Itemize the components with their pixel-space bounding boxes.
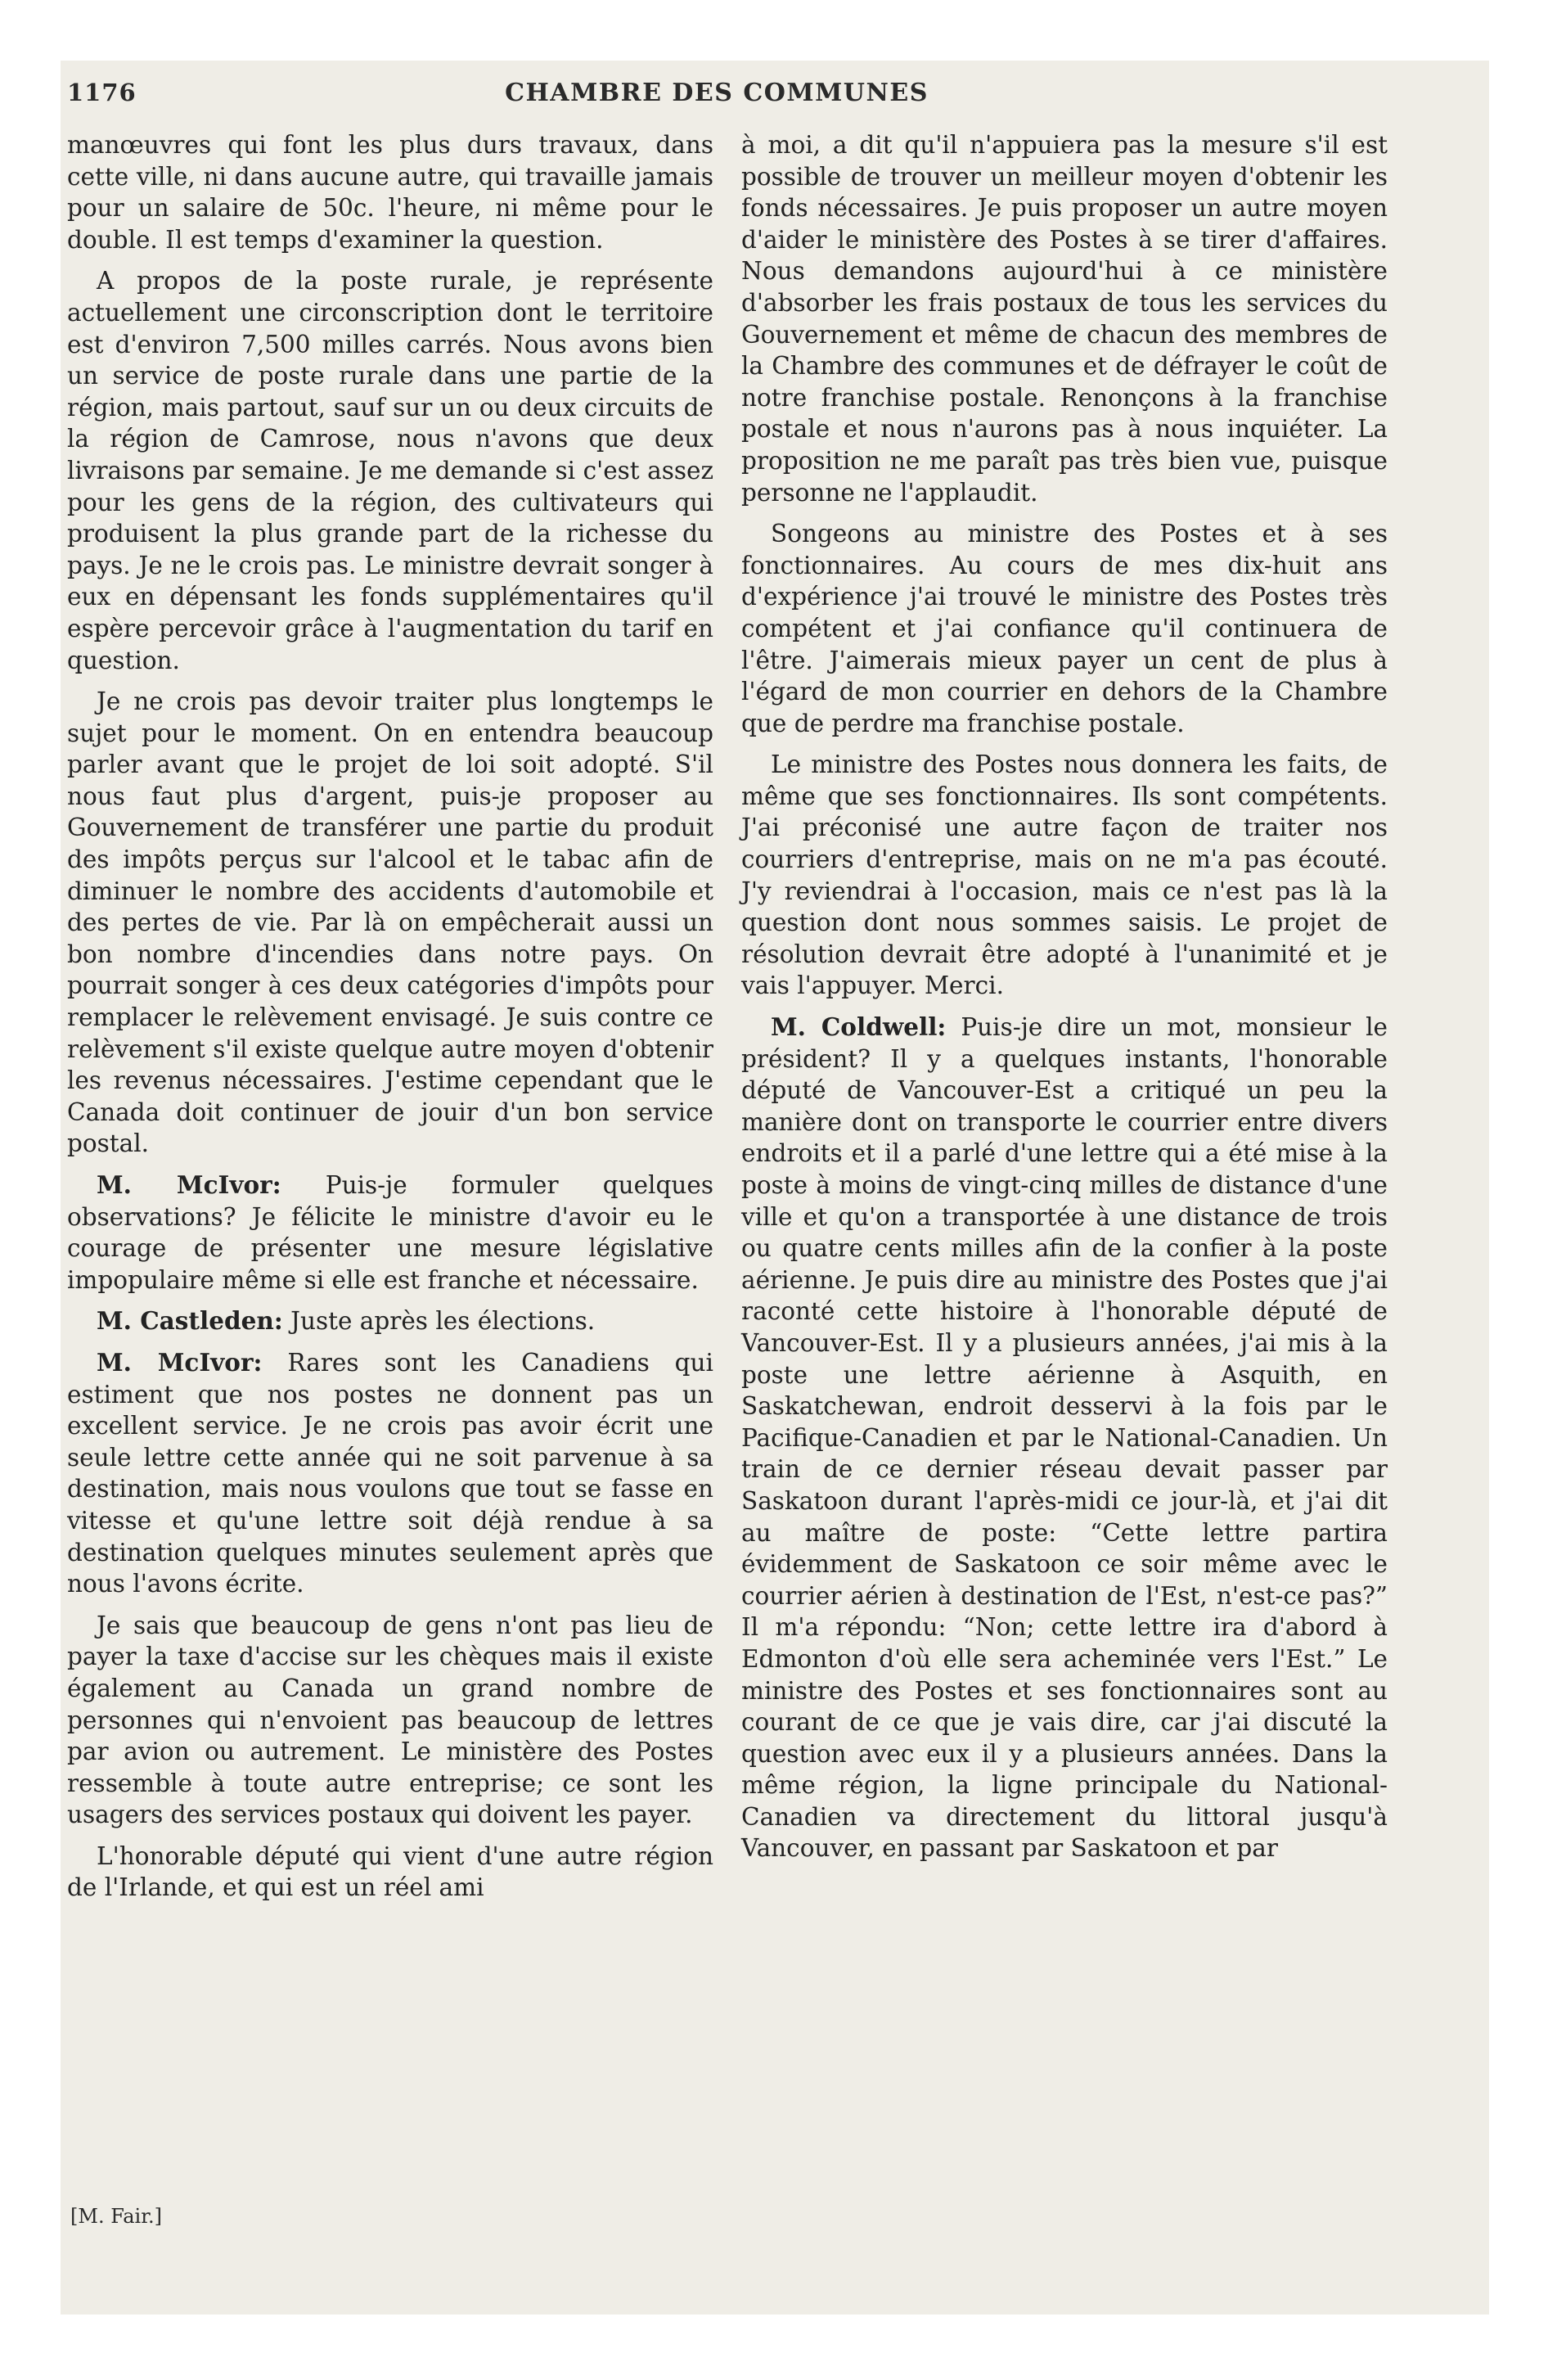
- paragraph: [67, 1305, 713, 1337]
- paragraph-text: à moi, a dit qu'il n'appuiera pas la mesure s'il est possible de trouver un meilleur moyen d'obtenir les fonds nécessaires. Je puis proposer un autre moyen d'aider le ministère des Postes à se tirer d'affaires. Nous demandons aujourd'hui à ce ministère d'absorber les frais postaux de tous les services du Gouvernement et même de chacun des membres de la Chambre des communes et de défrayer le coût de notre franchise postale. Renonçons à la franchise postale et nous n'aurons pas à nous inquiéter. La proposition ne me paraît pas très bien vue, puisque personne ne l'applaudit.: [741, 131, 1388, 507]
- paragraph: [741, 518, 1388, 739]
- paragraph-text: manœuvres qui font les plus durs travaux, dans cette ville, ni dans aucune autre, qui travaille jamais pour un salaire de 50c. l'heure, ni même pour le double. Il est temps d'examiner la question.: [67, 131, 713, 254]
- paragraph: [67, 265, 713, 676]
- paragraph: [67, 1841, 713, 1904]
- speaker-name: M. Castleden:: [97, 1306, 283, 1336]
- paragraph: [741, 1012, 1388, 1864]
- paragraph-text: L'honorable député qui vient d'une autre région de l'Irlande, et qui est un réel ami: [67, 1841, 713, 1902]
- paragraph-text: Je sais que beaucoup de gens n'ont pas lieu de payer la taxe d'accise sur les chèques mais il existe également au Canada un grand nombre de personnes qui n'envoient pas beaucoup de lettres par avion ou autrement. Le ministère des Postes ressemble à toute autre entreprise; ce sont les usagers des services postaux qui doivent les payer.: [67, 1611, 713, 1829]
- speaker-name: M. McIvor:: [97, 1170, 281, 1199]
- paragraph-text: A propos de la poste rurale, je représente actuellement une circonscription dont le territoire est d'environ 7,500 milles carrés. Nous avons bien un service de poste rurale dans une partie de la région, mais partout, sauf sur un ou deux circuits de la région de Camrose, nous n'avons que deux livraisons par semaine. Je me demande si c'est assez pour les gens de la région, des cultivateurs qui produisent la plus grande part de la richesse du pays. Je ne le crois pas. Le ministre devrait songer à eux en dépensant les fonds supplémentaires qu'il espère percevoir grâce à l'augmentation du tarif en question.: [67, 267, 713, 674]
- page-number: 1176: [67, 79, 137, 106]
- running-title: CHAMBRE DES COMMUNES: [505, 79, 929, 107]
- paragraph-text: Songeons au ministre des Postes et à ses fonctionnaires. Au cours de mes dix-huit ans d'expérience j'ai trouvé le ministre des Postes très compétent et j'ai confiance qu'il continuera de l'être. J'aimerais mieux payer un cent de plus à l'égard de mon courrier en dehors de la Chambre que de perdre ma franchise postale.: [741, 520, 1388, 737]
- paragraph: [741, 129, 1388, 508]
- paragraph: [67, 1610, 713, 1831]
- right-column: [741, 129, 1388, 1874]
- paragraph: [67, 129, 713, 255]
- paragraph-text: Juste après les élections.: [290, 1307, 596, 1336]
- footer-note: [M. Fair.]: [70, 2205, 163, 2228]
- paragraph-text: Puis-je formuler quelques observations? Je félicite le ministre d'avoir eu le courage de présenter une mesure législative impopulaire même si elle est franche et nécessaire.: [67, 1171, 713, 1294]
- speaker-name: M. McIvor:: [97, 1347, 263, 1377]
- paragraph-text: Puis-je dire un mot, monsieur le président? Il y a quelques instants, l'honorable député de Vancouver-Est a critiqué un peu la manière dont on transporte le courrier entre divers endroits et il a parlé d'une lettre qui a été mise à la poste à moins de vingt-cinq milles de distance d'une ville et qu'on a transportée à une distance de trois ou quatre cents milles afin de la confier à la poste aérienne. Je puis dire au ministre des Postes que j'ai raconté cette histoire à l'honorable député de Vancouver-Est. Il y a plusieurs années, j'ai mis à la poste une lettre aérienne à Asquith, en Saskatchewan, endroit desservi à la fois par le Pacifique-Canadien et par le National-Canadien. Un train de ce dernier réseau devait passer par Saskatoon durant l'après-midi ce jour-là, et j'ai dit au maître de poste: “Cette lettre partira évidemment de Saskatoon ce soir même avec le courrier aérien à destination de l'Est, n'est-ce pas?” Il m'a répondu: “Non; cette lettre ira d'abord à Edmonton d'où elle sera acheminée vers l'Est.” Le ministre des Postes et ses fonctionnaires sont au courant de ce que je vais dire, car j'ai discuté la question avec eux il y a plusieurs années. Dans la même région, la ligne principale du National-Canadien va directement du littoral jusqu'à Vancouver, en passant par Saskatoon et par: [741, 1013, 1388, 1863]
- speaker-name: M. Coldwell:: [771, 1012, 947, 1042]
- paragraph-text: Rares sont les Canadiens qui estiment que nos postes ne donnent pas un excellent service. Je ne crois pas avoir écrit une seule lettre cette année qui ne soit parvenue à sa destination, mais nous voulons que tout se fasse en vitesse et qu'une lettre soit déjà rendue à sa destination quelques minutes seulement après que nous l'avons écrite.: [67, 1348, 713, 1598]
- paragraph-text: Je ne crois pas devoir traiter plus longtemps le sujet pour le moment. On en entendra beaucoup parler avant que le projet de loi soit adopté. S'il nous faut plus d'argent, puis-je proposer au Gouvernement de transférer une partie du produit des impôts perçus sur l'alcool et le tabac afin de diminuer le nombre des accidents d'automobile et des pertes de vie. Par là on empêcherait aussi un bon nombre d'incendies dans notre pays. On pourrait songer à ces deux catégories d'impôts pour remplacer le relèvement envisagé. Je suis contre ce relèvement s'il existe quelque autre moyen d'obtenir les revenus nécessaires. J'estime cependant que le Canada doit continuer de jouir d'un bon service postal.: [67, 687, 713, 1158]
- paragraph: [741, 749, 1388, 1002]
- paragraph: [67, 686, 713, 1160]
- left-column: [67, 129, 713, 1913]
- paragraph: [67, 1347, 713, 1600]
- paragraph-text: Le ministre des Postes nous donnera les faits, de même que ses fonctionnaires. Ils sont compétents. J'ai préconisé une autre façon de traiter nos courriers d'entreprise, mais on ne m'a pas écouté. J'y reviendrai à l'occasion, mais ce n'est pas là la question dont nous sommes saisis. Le projet de résolution devrait être adopté à l'unanimité et je vais l'appuyer. Merci.: [741, 751, 1388, 1000]
- page-header: [67, 79, 1366, 119]
- paragraph: [67, 1170, 713, 1296]
